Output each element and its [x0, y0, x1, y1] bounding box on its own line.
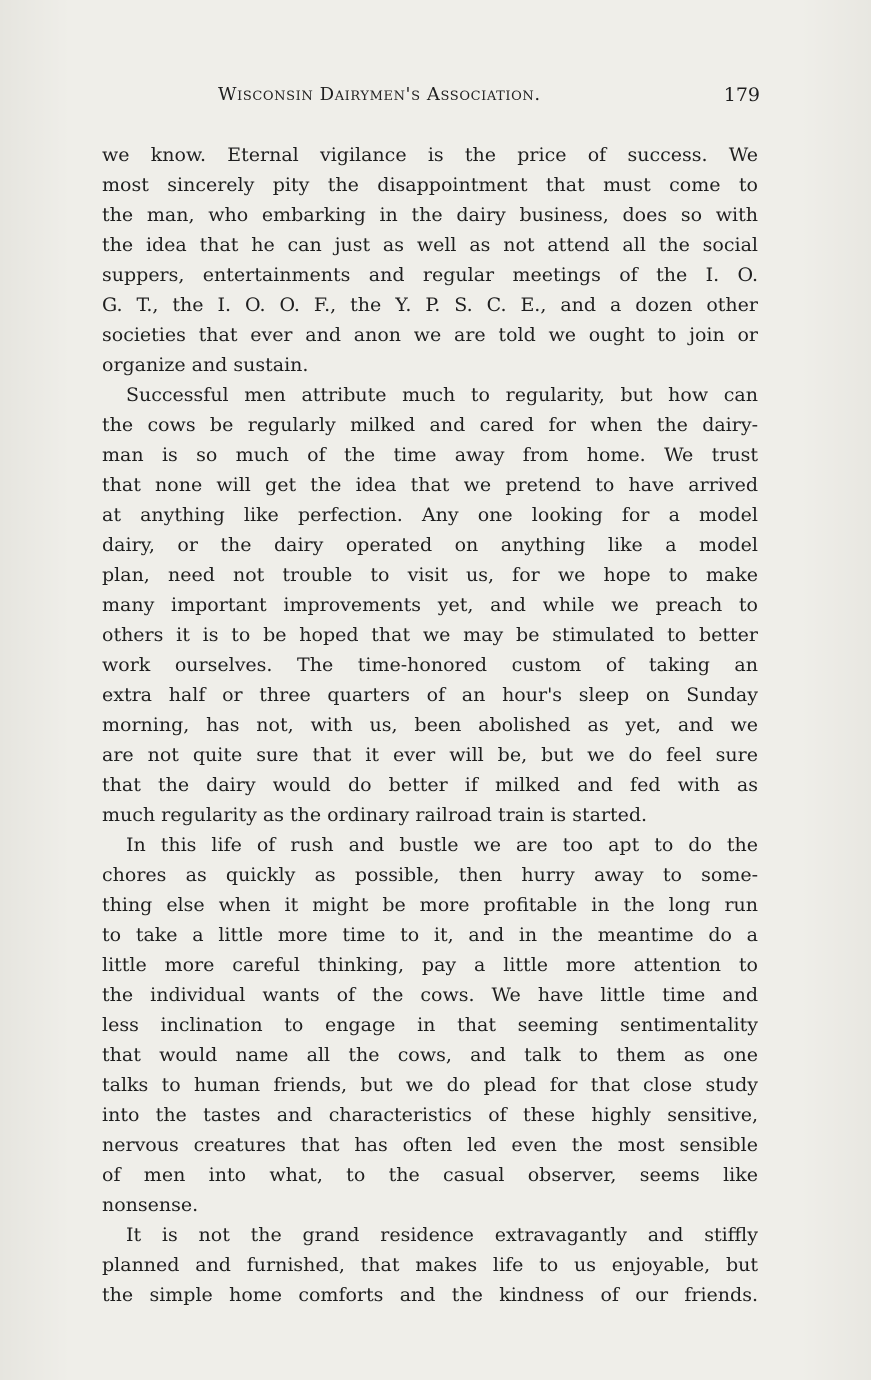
text-line: nonsense.: [102, 1194, 199, 1216]
text-line: societies that ever and anon we are told we ought to join or: [102, 324, 758, 346]
text-line: talks to human friends, but we do plead for that close study: [102, 1074, 758, 1096]
text-line: that the dairy would do better if milked and fed with as: [102, 774, 758, 796]
text-line: plan, need not trouble to visit us, for we hope to make: [102, 564, 758, 586]
text-line: the idea that he can just as well as not attend all the social: [102, 234, 758, 256]
text-line: are not quite sure that it ever will be, but we do feel sure: [102, 744, 758, 766]
paragraph-1: [102, 140, 758, 380]
paragraph-4: [102, 1220, 758, 1310]
running-title: Wisconsin Dairymen's Association.: [218, 84, 541, 105]
text-line: nervous creatures that has often led even the most sensible: [102, 1134, 758, 1156]
text-line: the man, who embarking in the dairy business, does so with: [102, 204, 758, 226]
text-line: chores as quickly as possible, then hurry away to some-: [102, 864, 758, 886]
running-head: [100, 84, 760, 114]
text-line: morning, has not, with us, been abolished as yet, and we: [102, 714, 758, 736]
body-text: [102, 140, 758, 1310]
paragraph-3: [102, 830, 758, 1220]
text-line: It is not the grand residence extravagantly and stiffly: [126, 1224, 758, 1246]
text-line: little more careful thinking, pay a little more attention to: [102, 954, 758, 976]
text-line: much regularity as the ordinary railroad train is started.: [102, 804, 648, 826]
text-line: less inclination to engage in that seeming sentimentality: [102, 1014, 758, 1036]
text-line: the simple home comforts and the kindness of our friends.: [102, 1284, 758, 1306]
text-line: the individual wants of the cows. We have little time and: [102, 984, 758, 1006]
text-line: thing else when it might be more profitable in the long run: [102, 894, 758, 916]
paragraph-2: [102, 380, 758, 830]
text-line: others it is to be hoped that we may be stimulated to better: [102, 624, 758, 646]
text-line: suppers, entertainments and regular meetings of the I. O.: [102, 264, 758, 286]
text-line: In this life of rush and bustle we are too apt to do the: [126, 834, 758, 856]
text-line: to take a little more time to it, and in the meantime do a: [102, 924, 758, 946]
text-line: man is so much of the time away from home. We trust: [102, 444, 758, 466]
text-line: the cows be regularly milked and cared for when the dairy-: [102, 414, 758, 436]
text-line: organize and sustain.: [102, 354, 309, 376]
text-line: into the tastes and characteristics of these highly sensitive,: [102, 1104, 758, 1126]
text-line: many important improvements yet, and while we preach to: [102, 594, 758, 616]
text-line: Successful men attribute much to regularity, but how can: [126, 384, 758, 406]
text-line: G. T., the I. O. O. F., the Y. P. S. C. E., and a dozen other: [102, 294, 758, 316]
text-line: that would name all the cows, and talk to them as one: [102, 1044, 758, 1066]
text-line: dairy, or the dairy operated on anything like a model: [102, 534, 758, 556]
text-line: work ourselves. The time-honored custom of taking an: [102, 654, 758, 676]
text-line: planned and furnished, that makes life to us enjoyable, but: [102, 1254, 758, 1276]
text-line: at anything like perfection. Any one looking for a model: [102, 504, 758, 526]
text-line: most sincerely pity the disappointment that must come to: [102, 174, 758, 196]
text-line: extra half or three quarters of an hour's sleep on Sunday: [102, 684, 758, 706]
page-number: 179: [723, 84, 760, 106]
text-line: of men into what, to the casual observer, seems like: [102, 1164, 758, 1186]
text-line: that none will get the idea that we pretend to have arrived: [102, 474, 758, 496]
text-line: we know. Eternal vigilance is the price of success. We: [102, 144, 758, 166]
